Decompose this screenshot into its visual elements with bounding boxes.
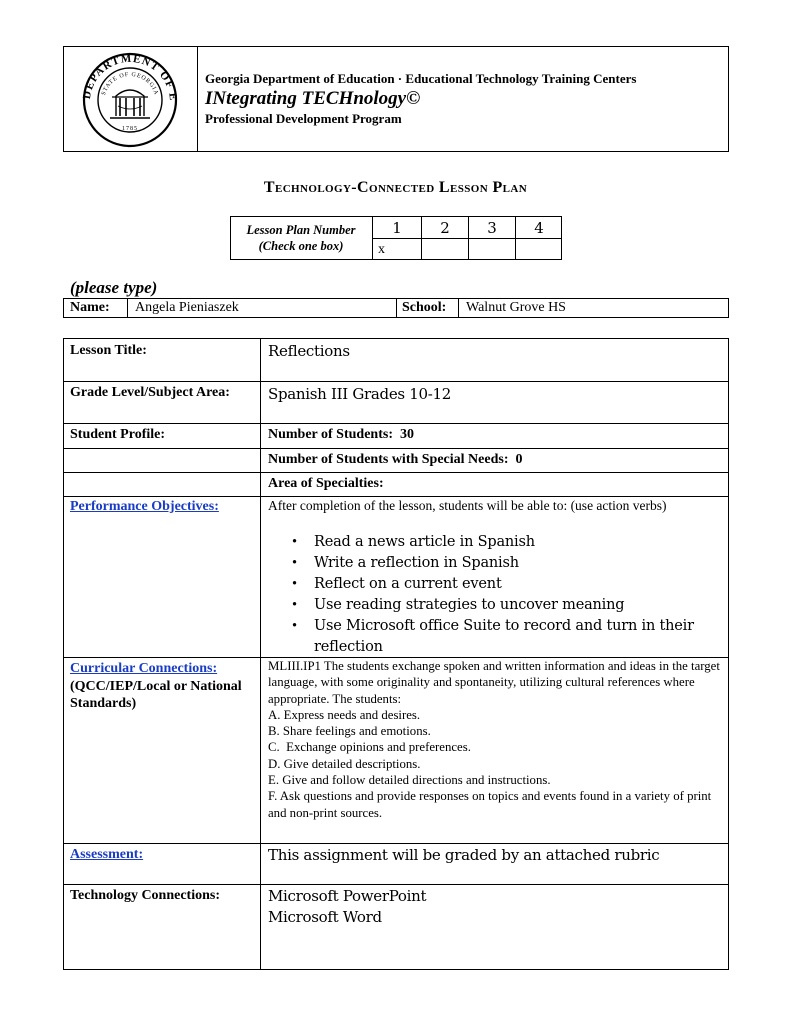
lesson-option-1[interactable]: 1 [392,219,402,237]
svg-text:STATE OF GEORGIA: STATE OF GEORGIA [100,71,160,97]
assessment-link[interactable]: Assessment: [70,847,144,862]
standard-line: F. Ask questions and provide responses on topics and events found in a variety of print and non-print sources. [268,789,712,820]
program-subtitle: Professional Development Program [205,111,402,126]
document-title: Technology-Connected Lesson Plan [263,179,528,196]
svg-text:1785: 1785 [122,126,138,132]
svg-text:DEPARTMENT OF EDUCATION: DEPARTMENT OF E [80,52,180,103]
name-label: Name: [70,300,110,315]
lesson-check-1[interactable]: x [378,242,385,257]
objective-item: • Write a reflection in Spanish [268,553,720,574]
number-of-students[interactable]: Number of Students: 30 [268,427,414,442]
technology-item[interactable]: Microsoft Word [268,908,382,926]
grade-level-label: Grade Level/Subject Area: [70,385,230,400]
student-profile-label: Student Profile: [70,427,166,442]
please-type-note: (please type) [70,278,158,297]
objective-item: • Use Microsoft office Suite to record and turn in their reflection [268,616,720,658]
assessment-value[interactable]: This assignment will be graded by an attached rubric [268,846,660,864]
lesson-title-value[interactable]: Reflections [268,342,350,360]
curricular-sublabel: (QCC/IEP/Local or National Standards) [70,679,242,711]
org-line: Georgia Department of Education · Educational Technology Training Centers [205,71,637,86]
lesson-option-4[interactable]: 4 [534,219,544,237]
lesson-number-label: Lesson Plan Number [246,223,356,237]
standard-line: A. Express needs and desires. [268,707,421,722]
special-needs-count[interactable]: Number of Students with Special Needs: 0 [268,452,523,467]
school-label: School: [402,300,447,315]
technology-connections-label: Technology Connections: [70,888,221,903]
header-divider [197,46,198,152]
grade-level-value[interactable]: Spanish III Grades 10-12 [268,385,452,403]
standard-line: B. Share feelings and emotions. [268,724,431,739]
performance-objectives-link[interactable]: Performance Objectives: [70,499,219,514]
lesson-title-label: Lesson Title: [70,343,147,358]
name-value[interactable]: Angela Pieniaszek [135,300,239,315]
standard-line: MLIII.IP1 The students exchange spoken and written information and ideas in the target language, with some originality and spontaneity, utilizing cultural references where appropriate. The students: [268,659,720,706]
objective-item: • Reflect on a current event [268,574,720,595]
area-of-specialties[interactable]: Area of Specialties: [268,476,384,491]
objectives-list [268,532,720,658]
standard-line: D. Give detailed descriptions. [268,756,421,771]
objective-item: • Read a news article in Spanish [268,532,720,553]
school-value[interactable]: Walnut Grove HS [466,300,566,315]
standard-line: C. Exchange opinions and preferences. [268,740,471,755]
performance-intro: After completion of the lesson, students will be able to: (use action verbs) [268,498,667,513]
curricular-standards [268,658,724,821]
curricular-connections-link[interactable]: Curricular Connections: [70,661,218,676]
lesson-number-instruction: (Check one box) [258,239,344,253]
lesson-option-2[interactable]: 2 [440,219,450,237]
education-seal-logo [72,50,188,150]
objective-item: • Use reading strategies to uncover meaning [268,595,720,616]
lesson-option-3[interactable]: 3 [487,219,497,237]
standard-line: E. Give and follow detailed directions and instructions. [268,773,551,788]
technology-item[interactable]: Microsoft PowerPoint [268,887,427,905]
program-name: INtegrating TECHnology© [205,88,421,109]
